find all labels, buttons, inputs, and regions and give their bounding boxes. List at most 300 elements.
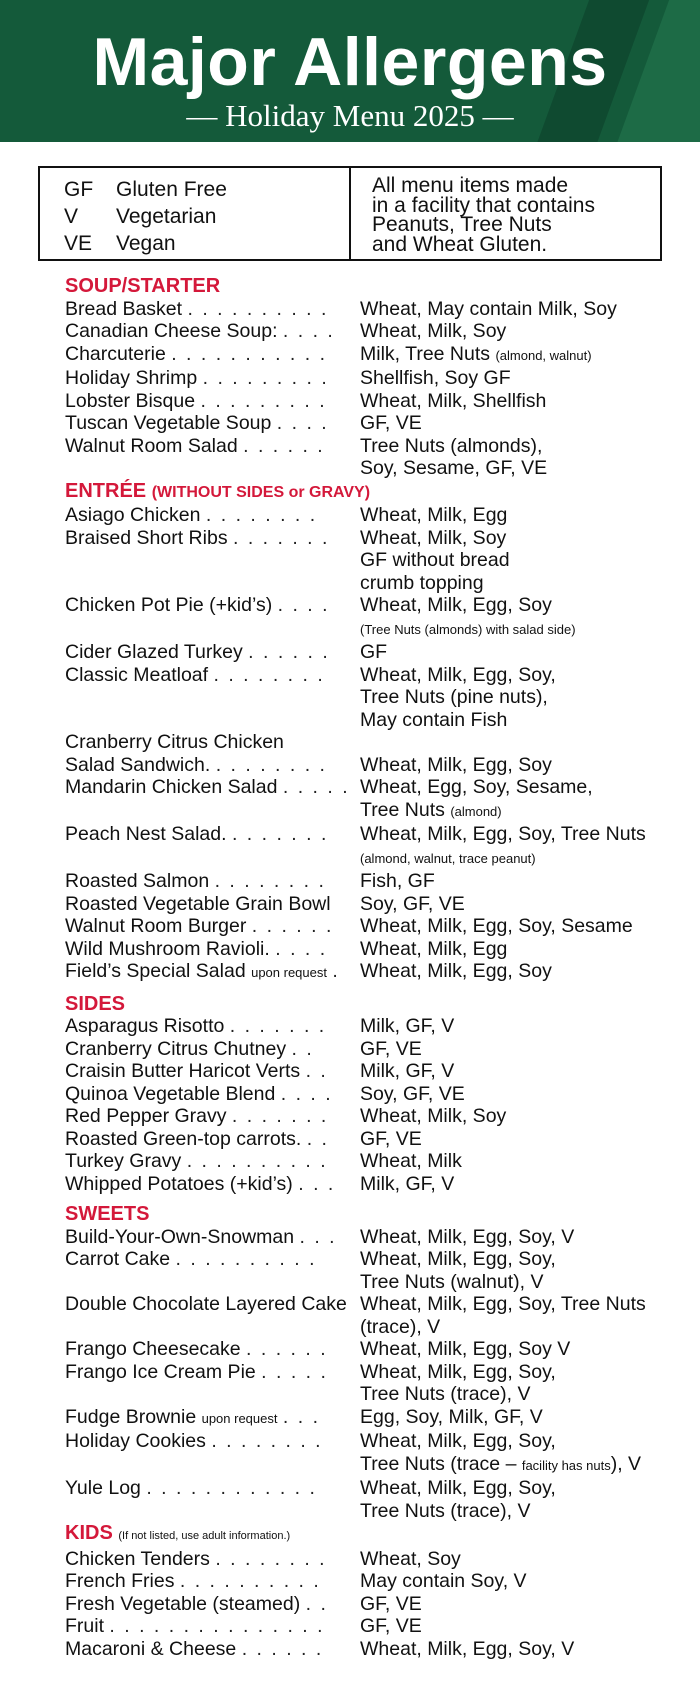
dot-leader: . . . . . . .: [233, 526, 330, 549]
spacer: [65, 1383, 360, 1406]
menu-item-row: [65, 1015, 675, 1038]
menu-item-row: [65, 1038, 675, 1061]
menu-item-row: [65, 1430, 675, 1453]
menu-item-row: [65, 870, 675, 893]
menu-item-name: [65, 1015, 360, 1038]
menu-item-row: [65, 823, 675, 846]
menu-item-allergens-cont: [360, 1271, 675, 1294]
item-name-text: Asparagus Risotto: [65, 1015, 225, 1037]
menu-item-row: [65, 664, 675, 687]
menu-item-name: [65, 664, 360, 687]
dot-leader: . . . . . . . . . .: [186, 1150, 328, 1172]
allergen-text: Shellfish, Soy GF: [360, 367, 511, 389]
item-name-text: Cranberry Citrus Chutney: [65, 1037, 287, 1060]
menu-item-name: [65, 1615, 360, 1638]
menu-item-allergens-cont: [360, 549, 675, 572]
menu-item-allergens: [360, 1338, 675, 1361]
menu-item-allergens: [360, 504, 675, 527]
menu-item-row: [65, 1128, 675, 1151]
item-name-text: Double Chocolate Layered Cake: [65, 1293, 347, 1315]
menu-item-row: [65, 641, 675, 664]
dot-leader: . . .: [298, 1172, 336, 1195]
menu-item-allergens: [360, 938, 675, 961]
menu-item-allergens: [360, 343, 675, 368]
dot-leader: . . . . . .: [248, 641, 330, 663]
menu-item-continuation: [65, 1271, 675, 1294]
dot-leader: . . . . . . .: [229, 1015, 327, 1037]
menu-item-row: [65, 1105, 675, 1128]
legend-item: [64, 203, 349, 230]
section-heading: [65, 480, 675, 505]
menu-item-row: [65, 504, 675, 527]
dot-leader: . . . . . . . .: [205, 504, 318, 526]
item-name-text: Macaroni & Cheese: [65, 1637, 237, 1660]
item-name-text: Quinoa Vegetable Blend: [65, 1082, 276, 1105]
item-name-text: Yule Log: [65, 1477, 141, 1499]
allergen-text: Tree Nuts (walnut), V: [360, 1270, 544, 1293]
allergen-menu: [65, 275, 675, 1660]
menu-item-name: [65, 343, 360, 368]
menu-item-name: [65, 754, 360, 777]
allergen-text: Wheat, Milk, Egg: [360, 937, 508, 960]
menu-item-continuation: [65, 1500, 675, 1523]
spacer: [360, 731, 675, 754]
menu-item-allergens: [360, 664, 675, 687]
legend-codes: [40, 168, 351, 259]
allergen-text: GF: [360, 641, 388, 663]
allergen-text: Tree Nuts (pine nuts),: [360, 686, 548, 708]
dot-leader: . . . . . . . . . . . . . . .: [109, 1615, 325, 1637]
menu-item-continuation: [65, 686, 675, 709]
section-title-text: SIDES: [65, 992, 126, 1015]
item-name-text: Roasted Green-top carrots.: [65, 1127, 302, 1150]
menu-item-allergens: [360, 823, 675, 846]
allergen-text: Wheat, Milk, Egg, Soy: [360, 594, 552, 616]
dot-leader: . .: [306, 1127, 329, 1150]
allergen-text: Tree Nuts: [360, 798, 445, 821]
item-name-text: Walnut Room Salad: [65, 434, 238, 457]
item-name-text: Turkey Gravy: [65, 1150, 182, 1172]
menu-item-name: [65, 870, 360, 893]
dot-leader: . . . . . . . . .: [202, 367, 329, 389]
menu-item-row: [65, 1477, 675, 1500]
spacer: [65, 572, 360, 595]
menu-item-row: [65, 1593, 675, 1616]
menu-item-allergens-cont: [360, 846, 675, 871]
spacer: [65, 1316, 360, 1339]
menu-item-allergens: [360, 298, 675, 321]
dot-leader: . . . . .: [261, 1360, 328, 1383]
allergen-text: Soy, GF, VE: [360, 892, 465, 915]
section-gap: [65, 1195, 675, 1203]
item-name-note: upon request: [201, 1410, 278, 1426]
spacer: [65, 709, 360, 732]
allergen-text: Wheat, Milk, Egg, Soy,: [360, 1430, 556, 1452]
allergen-text: Fish, GF: [360, 870, 435, 892]
facility-note-line: in a facility that contains: [372, 193, 595, 217]
menu-item-row: [65, 1226, 675, 1249]
menu-item-allergens: [360, 1293, 675, 1316]
menu-item-allergens-cont: [360, 457, 675, 480]
item-name-text: Braised Short Ribs: [65, 526, 228, 549]
allergen-text: Wheat, Milk, Egg, Soy, Tree Nuts: [360, 1293, 646, 1315]
legend-code: GF: [64, 178, 94, 201]
dot-leader: . . . . . .: [241, 1637, 324, 1660]
dot-leader: . . . . . .: [246, 1338, 328, 1360]
menu-item-name: [65, 1173, 360, 1196]
allergen-text: Wheat, Milk, Soy: [360, 526, 507, 549]
menu-item-continuation: [65, 709, 675, 732]
menu-item-allergens: [360, 641, 675, 664]
menu-item-row: [65, 1060, 675, 1083]
dot-leader: . . .: [299, 1225, 337, 1248]
menu-item-name: [65, 641, 360, 664]
menu-item-row: [65, 367, 675, 390]
menu-item-row: [65, 1361, 675, 1384]
menu-item-allergens: [360, 1570, 675, 1593]
menu-item-allergens: [360, 1406, 675, 1431]
menu-item-name: [65, 1338, 360, 1361]
allergen-text: Soy, GF, VE: [360, 1082, 465, 1105]
allergen-text: GF, VE: [360, 1127, 422, 1150]
menu-item-allergens: [360, 320, 675, 343]
header-banner: [0, 0, 700, 142]
menu-item-name: [65, 1226, 360, 1249]
allergen-text: Egg, Soy, Milk, GF, V: [360, 1405, 543, 1428]
menu-item-continuation: [65, 1383, 675, 1406]
facility-note-line: Peanuts, Tree Nuts: [372, 213, 552, 236]
section-title-text: ENTRÉE: [65, 479, 147, 502]
allergen-text: Wheat, Milk, Shellfish: [360, 389, 547, 412]
menu-item-row: [65, 298, 675, 321]
menu-item-allergens: [360, 1015, 675, 1038]
dot-leader: . . . . . . . . .: [200, 389, 327, 412]
menu-item-allergens-cont: [360, 1316, 675, 1339]
menu-item-name: [65, 367, 360, 390]
dot-leader: . .: [305, 1060, 328, 1082]
allergen-text: crumb topping: [360, 571, 484, 594]
menu-item-name: [65, 1593, 360, 1616]
item-name-text: Salad Sandwich.: [65, 753, 211, 776]
menu-item-name: [65, 527, 360, 550]
menu-item-row: [65, 435, 675, 458]
item-name-text: Frango Ice Cream Pie: [65, 1360, 256, 1383]
allergen-text: May contain Fish: [360, 708, 508, 731]
allergen-text: Wheat, Milk, Egg, Soy,: [360, 1477, 556, 1499]
menu-item-name: [65, 1248, 360, 1271]
allergen-note: (almond, walnut): [495, 347, 592, 363]
spacer: [65, 1271, 360, 1294]
allergen-text: GF, VE: [360, 1037, 422, 1060]
item-name-text: Chicken Pot Pie (+kid’s): [65, 594, 273, 616]
menu-item-allergens: [360, 1150, 675, 1173]
allergen-text: Wheat, Milk, Egg, Soy,: [360, 1248, 556, 1270]
menu-item-row: [65, 527, 675, 550]
dot-leader: . . . . . . . . . .: [175, 1248, 317, 1270]
menu-item-allergens: [360, 1105, 675, 1128]
section-heading: [65, 275, 675, 298]
menu-item-name: [65, 412, 360, 435]
menu-item-name: [65, 1083, 360, 1106]
menu-item-allergens-cont: [360, 799, 675, 824]
item-name-text: Bread Basket: [65, 297, 183, 320]
menu-item-continuation: [65, 846, 675, 871]
facility-note-line: All menu items made: [372, 174, 569, 197]
menu-item-allergens: [360, 1128, 675, 1151]
allergen-note: (almond, walnut, trace peanut): [360, 850, 536, 866]
menu-item-row: [65, 1083, 675, 1106]
menu-item-allergens: [360, 915, 675, 938]
facility-note-line: and Wheat Gluten.: [372, 232, 548, 256]
menu-item-name: [65, 435, 360, 458]
item-name-text: Roasted Vegetable Grain Bowl: [65, 892, 331, 915]
menu-item-row: [65, 320, 675, 343]
menu-item-name: [65, 390, 360, 413]
allergen-text: GF, VE: [360, 1592, 422, 1615]
menu-item-row: [65, 1248, 675, 1271]
dot-leader: . . . . . . .: [231, 823, 329, 845]
dot-leader: . . . . . . . . . . .: [171, 342, 327, 365]
allergen-text: Milk, GF, V: [360, 1015, 455, 1037]
menu-item-name: [65, 1060, 360, 1083]
dot-leader: . . . . . .: [251, 915, 334, 937]
menu-item-row: [65, 938, 675, 961]
item-name-text: Fresh Vegetable (steamed): [65, 1592, 301, 1615]
menu-item-row: [65, 343, 675, 368]
dot-leader: . .: [291, 1037, 314, 1060]
dot-leader: . . .: [282, 1405, 321, 1428]
item-name-text: Build-Your-Own-Snowman: [65, 1225, 295, 1248]
allergen-text: Wheat, May contain Milk, Soy: [360, 297, 617, 320]
menu-item-allergens-cont: [360, 617, 675, 642]
dot-leader: . . . . . . . . . .: [187, 297, 329, 320]
menu-item-name: [65, 1361, 360, 1384]
item-name-text: Peach Nest Salad.: [65, 823, 227, 845]
allergen-text: Wheat, Milk: [360, 1150, 462, 1172]
menu-item-name: [65, 1570, 360, 1593]
menu-item-allergens: [360, 1060, 675, 1083]
spacer: [65, 457, 360, 480]
menu-item-allergens: [360, 1430, 675, 1453]
menu-item-row: [65, 1406, 675, 1431]
allergen-text: Tree Nuts (almonds),: [360, 434, 543, 457]
item-name-text: Chicken Tenders: [65, 1547, 210, 1570]
allergen-text: GF, VE: [360, 412, 422, 434]
dot-leader: . . . . . . . .: [215, 1547, 327, 1570]
spacer: [65, 686, 360, 709]
dot-leader: . .: [305, 1592, 328, 1615]
menu-item-name: [65, 893, 360, 916]
legend-code: V: [64, 205, 79, 228]
item-name-text: Holiday Cookies: [65, 1430, 206, 1452]
menu-item-row: [65, 1548, 675, 1571]
allergen-text: Milk, Tree Nuts: [360, 342, 491, 365]
menu-item-allergens-cont: [360, 709, 675, 732]
allergen-text: ), V: [610, 1452, 642, 1475]
menu-item-allergens: [360, 1477, 675, 1500]
menu-item-allergens: [360, 1361, 675, 1384]
allergen-text: Wheat, Milk, Egg, Soy: [360, 960, 552, 982]
item-name-text: Holiday Shrimp: [65, 367, 198, 389]
allergen-text: Wheat, Milk, Egg: [360, 504, 508, 526]
menu-item-continuation: [65, 549, 675, 572]
menu-item-name: [65, 1406, 360, 1431]
menu-item-name: [65, 1638, 360, 1661]
menu-item-row: [65, 1638, 675, 1661]
dot-leader: . . . . . . . .: [214, 870, 326, 892]
item-name-text: Canadian Cheese Soup:: [65, 320, 278, 342]
dot-leader: . . . . . . . .: [215, 753, 327, 776]
section-title-text: SOUP/STARTER: [65, 275, 221, 297]
dot-leader: . . . . .: [282, 776, 350, 798]
menu-item-allergens: [360, 1038, 675, 1061]
menu-item-name: [65, 938, 360, 961]
item-name-text: Walnut Room Burger: [65, 915, 247, 937]
menu-item-allergens: [360, 870, 675, 893]
menu-item-name: [65, 504, 360, 527]
menu-item-allergens: [360, 527, 675, 550]
allergen-text: GF without bread: [360, 549, 510, 571]
dot-leader: .: [332, 960, 340, 982]
dot-leader: . . . .: [275, 937, 328, 960]
menu-item-continuation: [65, 799, 675, 824]
allergen-text: Soy, Sesame, GF, VE: [360, 457, 548, 479]
menu-item-name: [65, 298, 360, 321]
menu-item-allergens: [360, 776, 675, 799]
menu-item-allergens: [360, 367, 675, 390]
dot-leader: . . . .: [277, 594, 330, 616]
item-name-text: Fudge Brownie: [65, 1405, 197, 1428]
allergen-text: Wheat, Milk, Egg, Soy, V: [360, 1637, 575, 1660]
item-name-text: Craisin Butter Haricot Verts: [65, 1060, 301, 1082]
menu-item-row: [65, 960, 675, 985]
item-name-text: Wild Mushroom Ravioli.: [65, 937, 270, 960]
allergen-text: Wheat, Milk, Egg, Soy: [360, 753, 552, 776]
allergen-text: Tree Nuts (trace), V: [360, 1499, 531, 1522]
allergen-text: Wheat, Egg, Soy, Sesame,: [360, 776, 593, 798]
item-name-text: Mandarin Chicken Salad: [65, 776, 278, 798]
allergen-note: (almond): [450, 803, 502, 819]
menu-item-row: [65, 915, 675, 938]
menu-item-name: [65, 1150, 360, 1173]
page-subtitle: — Holiday Menu 2025 —: [186, 98, 514, 133]
dot-leader: . . . . . .: [243, 434, 325, 457]
item-name-text: French Fries: [65, 1570, 175, 1592]
section-note: (If not listed, use adult information.): [118, 1530, 291, 1542]
item-name-text: Cranberry Citrus Chicken: [65, 731, 284, 753]
allergen-note: facility has nuts: [521, 1457, 611, 1473]
spacer: [65, 617, 360, 642]
facility-note: [351, 168, 660, 259]
menu-item-name: [65, 731, 360, 754]
menu-item-allergens-cont: [360, 1383, 675, 1406]
menu-item-name: [65, 1293, 360, 1316]
menu-item-name: [65, 1477, 360, 1500]
allergen-text: Tree Nuts (trace), V: [360, 1383, 531, 1405]
allergen-text: Wheat, Milk, Soy: [360, 320, 507, 342]
allergen-text: Wheat, Milk, Egg, Soy, Tree Nuts: [360, 823, 646, 845]
menu-item-allergens: [360, 1226, 675, 1249]
item-name-text: Charcuterie: [65, 342, 166, 365]
page-title: Major Allergens: [92, 24, 608, 100]
menu-item-name: [65, 1548, 360, 1571]
menu-item-row: [65, 1173, 675, 1196]
allergen-text: Wheat, Milk, Egg, Soy,: [360, 1360, 556, 1383]
menu-item-continuation: [65, 457, 675, 480]
section-gap: [65, 985, 675, 993]
legend-label: Gluten Free: [116, 178, 227, 201]
menu-item-allergens: [360, 1248, 675, 1271]
allergen-text: Wheat, Milk, Egg, Soy, Sesame: [360, 915, 633, 937]
menu-item-allergens-cont: [360, 1500, 675, 1523]
allergen-text: Tree Nuts (trace –: [360, 1452, 517, 1475]
menu-item-allergens: [360, 412, 675, 435]
menu-item-row: [65, 390, 675, 413]
menu-item-name: [65, 1430, 360, 1453]
menu-item-name: [65, 320, 360, 343]
menu-item-row: [65, 1615, 675, 1638]
item-name-text: Fruit: [65, 1615, 104, 1637]
menu-item-row: [65, 1570, 675, 1593]
menu-item-allergens: [360, 960, 675, 985]
legend-item: [64, 176, 349, 203]
item-name-text: Carrot Cake: [65, 1248, 171, 1270]
menu-item-row: [65, 776, 675, 799]
menu-item-name: [65, 915, 360, 938]
item-name-text: Red Pepper Gravy: [65, 1105, 227, 1127]
menu-item-row: [65, 731, 675, 754]
menu-item-allergens: [360, 594, 675, 617]
item-name-text: Field’s Special Salad: [65, 960, 246, 982]
allergen-text: (trace), V: [360, 1315, 441, 1338]
allergen-text: Wheat, Milk, Egg, Soy,: [360, 663, 556, 686]
menu-item-continuation: [65, 1316, 675, 1339]
menu-item-allergens: [360, 893, 675, 916]
menu-item-allergens: [360, 390, 675, 413]
spacer: [65, 1453, 360, 1478]
spacer: [65, 1500, 360, 1523]
dot-leader: . . . . . . .: [231, 1105, 329, 1127]
menu-item-row: [65, 594, 675, 617]
section-note: (WITHOUT SIDES or GRAVY): [151, 483, 371, 501]
menu-item-name: [65, 960, 360, 985]
menu-item-allergens: [360, 1593, 675, 1616]
menu-item-name: [65, 1105, 360, 1128]
menu-item-name: [65, 1128, 360, 1151]
item-name-text: Whipped Potatoes (+kid’s): [65, 1172, 293, 1195]
menu-item-allergens: [360, 1638, 675, 1661]
menu-item-name: [65, 1038, 360, 1061]
allergen-text: Wheat, Milk, Egg, Soy V: [360, 1338, 571, 1360]
menu-item-row: [65, 1338, 675, 1361]
dot-leader: . . . . . . . .: [211, 1430, 323, 1452]
menu-item-allergens: [360, 1615, 675, 1638]
legend-label: Vegetarian: [116, 205, 217, 228]
dot-leader: . . . .: [282, 320, 335, 342]
menu-item-row: [65, 893, 675, 916]
item-name-note: upon request: [251, 965, 327, 980]
allergen-text: Milk, GF, V: [360, 1172, 455, 1195]
section-heading: [65, 1203, 675, 1226]
section-heading: [65, 993, 675, 1016]
legend-item: [64, 230, 349, 257]
legend-label: Vegan: [116, 232, 176, 255]
item-name-text: Frango Cheesecake: [65, 1338, 241, 1360]
dot-leader: . . . . . . . .: [213, 663, 325, 686]
allergen-text: Wheat, Milk, Egg, Soy, V: [360, 1225, 575, 1248]
allergen-text: GF, VE: [360, 1615, 422, 1637]
menu-item-name: [65, 776, 360, 799]
